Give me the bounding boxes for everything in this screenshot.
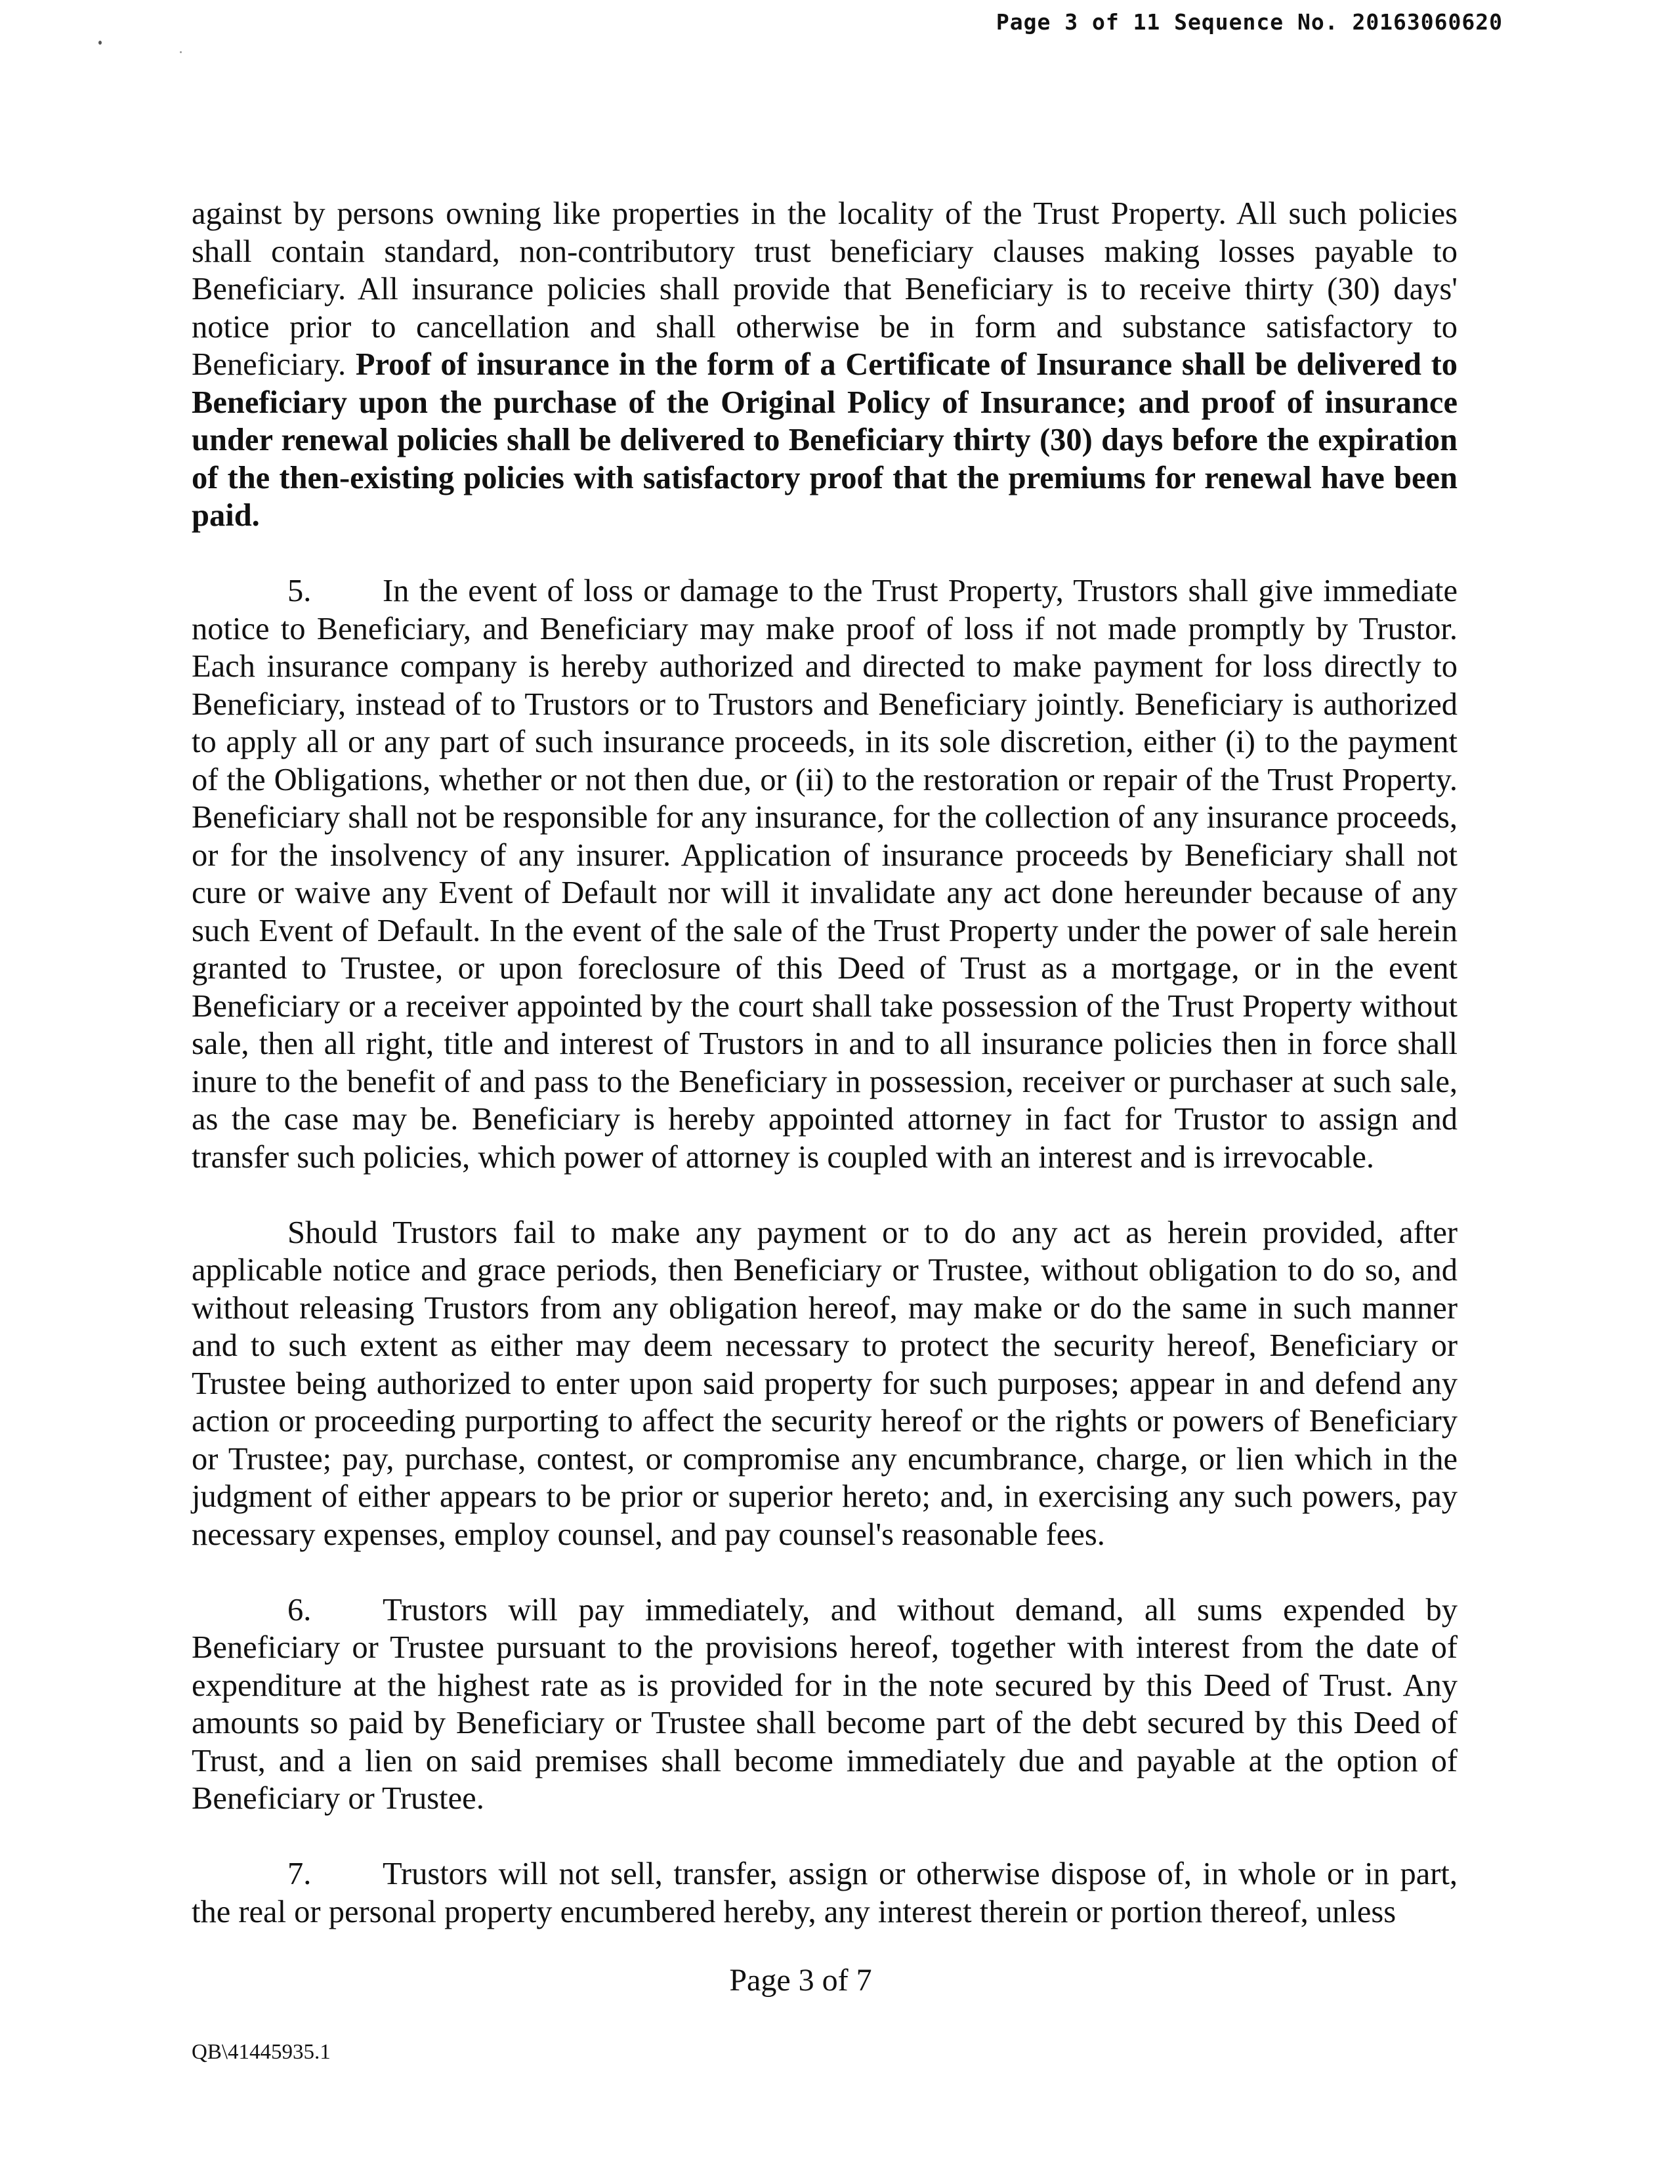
paragraph-trustors-fail [192,1214,1458,1554]
bold-clause: Proof of insurance in the form of a Certificate of Insurance shall be delivered to Beneficiary upon the purchase of the Original Policy of Insurance; and proof of insurance under renewal policies shall be delivered to Beneficiary thirty (30) days before the expiration of the then-existing policies with satisfactory proof that the premiums for renewal have been paid. [192,347,1458,533]
paragraph-text: Trustors will pay immediately, and without demand, all sums expended by Beneficiary or Trustee pursuant to the provisions hereof, together with interest from the date of expenditure at the highest rate as is provided for in the note secured by this Deed of Trust. Any amounts so paid by Beneficiary or Trustee shall become part of the debt secured by this Deed of Trust, and a lien on said premises shall become immediately due and payable at the option of Beneficiary or Trustee. [192,1592,1458,1816]
paragraph-text: Should Trustors fail to make any payment or to do any act as herein provided, after applicable notice and grace periods, then Beneficiary or Trustee, without obligation to do so, and without releasing Trustors from any obligation hereof, may make or do the same in such manner and to such extent as either may deem necessary to protect the security hereof, Beneficiary or Trustee being authorized to enter upon said property for such purposes; appear in and defend any action or proceeding purporting to affect the security hereof or the rights or powers of Beneficiary or Trustee; pay, purchase, contest, or compromise any encumbrance, charge, or lien which in the judgment of either appears to be prior or superior hereto; and, in exercising any such powers, pay necessary expenses, employ counsel, and pay counsel's reasonable fees. [192,1215,1458,1552]
paragraph-text: against by persons owning like properties in the locality of the Trust Property. All such policies shall contain standard, non-contributory trust beneficiary clauses making losses payable to Beneficiary. All insurance policies shall provide that Beneficiary is to receive thirty (30) days' notice prior to cancellation and shall otherwise be in form and substance satisfactory to Beneficiary. [192,196,1458,382]
paragraph-text: In the event of loss or damage to the Trust Property, Trustors shall give immediate notice to Beneficiary, and Beneficiary may make proof of loss if not made promptly by Trustor. Each insurance company is hereby authorized and directed to make payment for loss directly to Beneficiary, instead of to Trustors or to Trustors and Beneficiary jointly. Beneficiary is authorized to apply all or any part of such insurance proceeds, in its sole discretion, either (i) to the payment of the Obligations, whether or not then due, or (ii) to the restoration or repair of the Trust Property. Beneficiary shall not be responsible for any insurance, for the collection of any insurance proceeds, or for the insolvency of any insurer. Application of insurance proceeds by Beneficiary shall not cure or waive any Event of Default nor will it invalidate any act done hereunder because of any such Event of Default. In the event of the sale of the Trust Property under the power of sale herein granted to Trustee, or upon foreclosure of this Deed of Trust as a mortgage, or in the event Beneficiary or a receiver appointed by the court shall take possession of the Trust Property without sale, then all right, title and interest of Trustors in and to all insurance policies then in force shall inure to the benefit of and pass to the Beneficiary in possession, receiver or purchaser at such sale, as the case may be. Beneficiary is hereby appointed attorney in fact for Trustor to assign and transfer such policies, which power of attorney is coupled with an interest and is irrevocable. [192,574,1458,1175]
paragraph-text: Trustors will not sell, transfer, assign or otherwise dispose of, in whole or in part, the real or personal property encumbered hereby, any interest therein or portion thereof, unless [192,1857,1458,1929]
scan-speck [98,41,102,45]
scan-speck [180,51,182,53]
section-number: 6. [287,1592,312,1628]
paragraph-5 [192,572,1458,1176]
sequence-header: Page 3 of 11 Sequence No. 20163060620 [996,9,1503,35]
paragraph-insurance-continuation [192,195,1458,535]
document-id: QB\41445935.1 [192,2040,331,2064]
section-number: 5. [287,574,312,608]
paragraph-6 [192,1591,1458,1818]
paragraph-7 [192,1855,1458,1931]
page-number: Page 3 of 7 [729,1963,872,1998]
section-number: 7. [287,1857,312,1891]
document-body [192,195,1458,1969]
